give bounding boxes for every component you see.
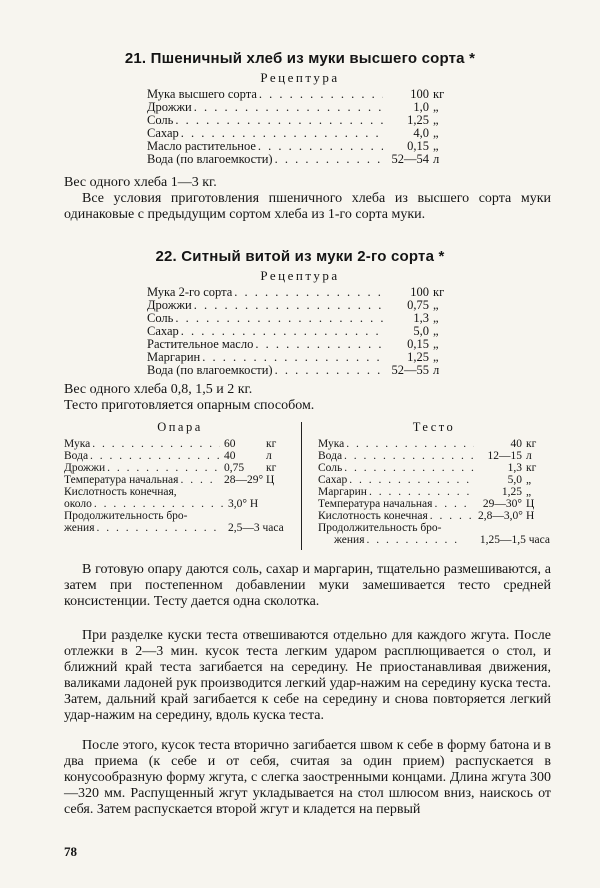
ingredient-name: Растительное масло xyxy=(147,337,254,351)
recipe-22-heading: Рецептура xyxy=(260,268,340,283)
ingredient-name: Температура начальная xyxy=(318,498,433,510)
recipe-22-title: 22. Ситный витой из муки 2-го сорта * xyxy=(155,248,445,265)
testo-row xyxy=(318,438,550,450)
recipe-21-heading: Рецептура xyxy=(260,70,340,85)
ingredient-value: 100 xyxy=(410,87,429,101)
ingredient-unit: кг xyxy=(266,438,277,450)
ingredient-unit: л xyxy=(526,450,532,462)
dot-leader xyxy=(259,88,383,101)
dot-leader xyxy=(180,474,220,486)
ingredient-unit: л xyxy=(266,450,272,462)
ingredient-name: Вода (по влагоемкости) xyxy=(147,363,273,377)
recipe-22-weight: Вес одного хлеба 0,8, 1,5 и 2 кг. xyxy=(64,382,253,397)
ingredient-value: 40 xyxy=(224,450,236,462)
ingredient-unit: „ xyxy=(433,311,439,325)
opara-duration-line1: Продолжительность бро- xyxy=(64,510,188,522)
ingredient-value: 1,3 xyxy=(413,311,429,325)
ingredient-name: Мука xyxy=(318,438,345,450)
opara-row xyxy=(64,450,296,462)
testo-row xyxy=(318,450,550,462)
ingredient-name: Кислотность конечная xyxy=(318,510,428,522)
ingredient-unit: Ц xyxy=(526,498,535,510)
dot-leader xyxy=(275,364,383,377)
dot-leader xyxy=(255,338,383,351)
ingredient-name: Масло растительное xyxy=(147,139,256,153)
testo-row xyxy=(318,498,550,510)
dot-leader xyxy=(94,498,224,510)
recipe-21-weight: Вес одного хлеба 1—3 кг. xyxy=(64,175,217,190)
ingredient-unit: Ц xyxy=(266,474,275,486)
ingredient-value: 52—54 xyxy=(391,152,429,166)
ingredient-value: 1,25 xyxy=(407,113,429,127)
column-divider xyxy=(301,422,302,550)
dot-leader xyxy=(258,140,383,153)
dot-leader xyxy=(367,534,463,546)
ingredient-name: Маргарин xyxy=(318,486,367,498)
ingredient-value: 60 xyxy=(224,438,236,450)
ingredient-unit: „ xyxy=(526,486,532,498)
ingredient-value: 0,15 xyxy=(407,139,429,153)
ingredient-name: Соль xyxy=(147,311,174,325)
page-number: 78 xyxy=(64,844,77,859)
ingredient-name: жения xyxy=(334,534,365,546)
paragraph-3: После этого, кусок теста вторично загибается швом к себе в форму батона и в два приема (к себе и от себя, считая за один прием) распускается в конусообразную форму жгута, с слегка заостренными концами. Длина жгута 300—320 мм. Распущенный жгут укладывается на стол шлюсом вниз, наискось от себя. Затем распускается второй жгут и кладется на первый xyxy=(64,738,551,817)
ingredient-name: Дрожжи xyxy=(147,298,192,312)
testo-row xyxy=(318,510,550,522)
ingredient-unit: „ xyxy=(433,126,439,140)
recipe-row xyxy=(147,364,467,377)
dot-leader xyxy=(344,462,474,474)
ingredient-value: 40 xyxy=(510,438,522,450)
recipe-22-method: Тесто приготовляется опарным способом. xyxy=(64,398,315,413)
ingredient-unit: „ xyxy=(433,139,439,153)
opara-acidity-line1: Кислотность конечная, xyxy=(64,486,177,498)
ingredient-value: 12—15 xyxy=(487,450,522,462)
opara-table xyxy=(64,438,296,534)
ingredient-value: 2,8—3,0° xyxy=(478,510,523,522)
recipe-22-table xyxy=(147,286,467,377)
ingredient-name: Температура начальная xyxy=(64,474,179,486)
ingredient-unit: Н xyxy=(526,510,535,522)
ingredient-unit: „ xyxy=(433,298,439,312)
testo-row xyxy=(318,486,550,498)
dot-leader xyxy=(234,286,383,299)
dot-leader xyxy=(175,312,383,325)
dot-leader xyxy=(275,153,383,166)
recipe-21-title: 21. Пшеничный хлеб из муки высшего сорта * xyxy=(124,50,476,67)
ingredient-value: 0,75 xyxy=(407,298,429,312)
opara-row xyxy=(64,522,296,534)
ingredient-value: 52—55 xyxy=(391,363,429,377)
ingredient-value: 5,0 xyxy=(507,474,522,486)
ingredient-value: 29—30° xyxy=(482,498,522,510)
ingredient-unit: л xyxy=(433,152,440,166)
testo-row xyxy=(318,534,550,546)
testo-heading: Тесто xyxy=(412,420,456,434)
ingredient-value: 1,3 xyxy=(507,462,522,474)
ingredient-unit: „ xyxy=(433,337,439,351)
ingredient-unit: „ xyxy=(433,100,439,114)
ingredient-value: 0,75 xyxy=(224,462,245,474)
recipe-row xyxy=(147,153,467,166)
paragraph-1: В готовую опару даются соль, сахар и маргарин, тщательно размешиваются, а затем при постепенном добавлении муки замешивается тесто средней консистенции. Тесту дается одна сколотка. xyxy=(64,562,551,609)
ingredient-name: Мука xyxy=(64,438,91,450)
dot-leader xyxy=(369,486,474,498)
dot-leader xyxy=(349,474,474,486)
ingredient-name: жения xyxy=(64,522,95,534)
ingredient-unit: „ xyxy=(433,350,439,364)
ingredient-unit: кг xyxy=(526,438,537,450)
recipe-21-note: Все условия приготовления пшеничного хлеба из высшего сорта муки одинаковые с предыдущим сортом хлеба из 1-го сорта муки. xyxy=(64,191,551,222)
ingredient-name: Дрожжи xyxy=(147,100,192,114)
ingredient-unit: кг xyxy=(526,462,537,474)
dot-leader xyxy=(194,101,383,114)
dot-leader xyxy=(430,510,474,522)
ingredient-value: 1,0 xyxy=(413,100,429,114)
dot-leader xyxy=(434,498,474,510)
ingredient-value: 1,25 xyxy=(501,486,522,498)
ingredient-name: Соль xyxy=(147,113,174,127)
recipe-21-table xyxy=(147,88,467,166)
paragraph-2: При разделке куски теста отвешиваются отдельно для каждого жгута. После отлежки в 2—3 мин. кусок теста легким ударом расплющивается о стол, и ближний край теста загибается на середину. Не приостанавливая движения, валиками ладоней рук производится легкий удар-нажим на середину куска теста. Затем, дальний край загибается к себе на середину и снова повторяется легкий удар-нажим на середину, вдоль куска теста. xyxy=(64,628,551,723)
opara-heading: Опара xyxy=(157,420,203,434)
ingredient-unit: „ xyxy=(433,113,439,127)
ingredient-name: Вода xyxy=(318,450,343,462)
dot-leader xyxy=(346,438,474,450)
opara-row xyxy=(64,438,296,450)
ingredient-unit: кг xyxy=(433,285,445,299)
dot-leader xyxy=(107,462,220,474)
ingredient-unit: кг xyxy=(433,87,445,101)
dot-leader xyxy=(92,438,220,450)
ingredient-value: 1,25 xyxy=(407,350,429,364)
ingredient-value: 4,0 xyxy=(413,126,429,140)
ingredient-value: 5,0 xyxy=(413,324,429,338)
ingredient-value: 28—29° xyxy=(224,474,264,486)
ingredient-name: Вода (по влагоемкости) xyxy=(147,152,273,166)
ingredient-unit: „ xyxy=(433,324,439,338)
ingredient-name: Маргарин xyxy=(147,350,201,364)
testo-table xyxy=(318,438,550,546)
ingredient-name: Сахар xyxy=(147,324,179,338)
testo-row xyxy=(318,474,550,486)
ingredient-unit: „ xyxy=(526,474,532,486)
ingredient-value: 3,0° Н xyxy=(228,498,259,510)
dot-leader xyxy=(344,450,474,462)
ingredient-name: Дрожжи xyxy=(64,462,106,474)
opara-row xyxy=(64,474,296,486)
testo-duration-line1: Продолжительность бро- xyxy=(318,522,442,534)
ingredient-name: Вода xyxy=(64,450,89,462)
ingredient-name: Мука 2-го сорта xyxy=(147,285,233,299)
opara-row xyxy=(64,498,296,510)
opara-row xyxy=(64,462,296,474)
ingredient-unit: л xyxy=(433,363,440,377)
ingredient-value: 2,5—3 часа xyxy=(228,522,284,534)
testo-row xyxy=(318,462,550,474)
ingredient-value: 1,25—1,5 часа xyxy=(479,534,550,546)
dot-leader xyxy=(90,450,220,462)
ingredient-name: Сахар xyxy=(318,474,348,486)
ingredient-value: 0,15 xyxy=(407,337,429,351)
dot-leader xyxy=(175,114,383,127)
ingredient-value: 100 xyxy=(410,285,429,299)
ingredient-name: Сахар xyxy=(147,126,179,140)
ingredient-name: Соль xyxy=(318,462,343,474)
ingredient-name: Мука высшего сорта xyxy=(147,87,257,101)
dot-leader xyxy=(97,522,225,534)
dot-leader xyxy=(194,299,383,312)
ingredient-name: около xyxy=(64,498,92,510)
ingredient-unit: кг xyxy=(266,462,277,474)
